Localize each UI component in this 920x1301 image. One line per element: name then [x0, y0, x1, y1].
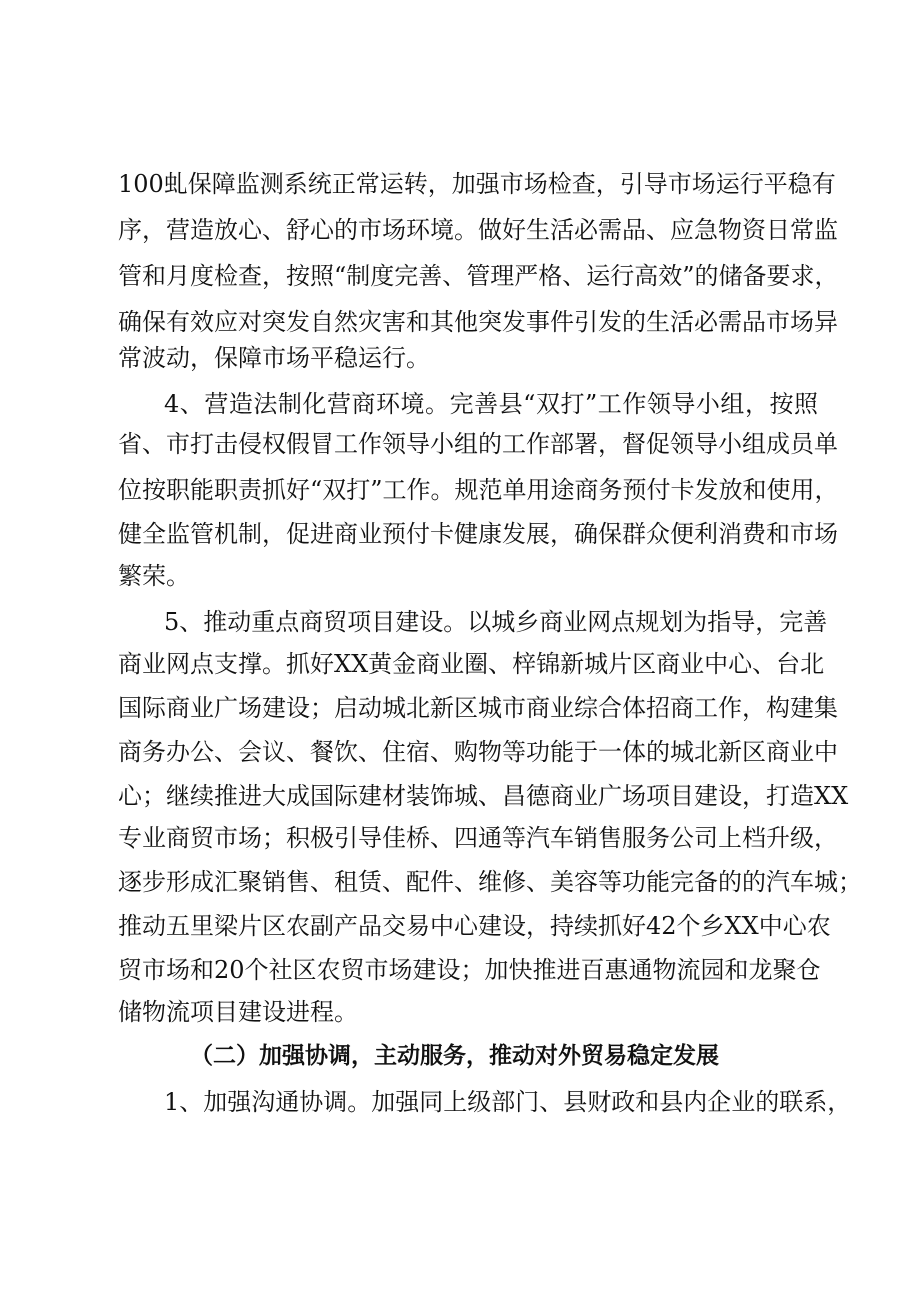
paragraph-3-line-10: 储物流项目建设进程。: [118, 998, 358, 1026]
paragraph-2-line-1: 4、营造法制化营商环境。完善县“双打”工作领导小组，按照: [164, 390, 818, 418]
paragraph-3-line-3: 国际商业广场建设；启动城北新区城市商业综合体招商工作，构建集: [118, 694, 838, 722]
paragraph-1-line-4: 确保有效应对突发自然灾害和其他突发事件引发的生活必需品市场异: [118, 308, 838, 336]
paragraph-3-line-8: 推动五里梁片区农副产品交易中心建设，持续抓好42个乡XX中心农: [118, 912, 831, 940]
paragraph-3-line-5: 心；继续推进大成国际建材装饰城、昌德商业广场项目建设，打造XX: [118, 782, 849, 810]
paragraph-1-line-3: 管和月度检查，按照“制度完善、管理严格、运行高效”的储备要求，: [118, 262, 839, 290]
paragraph-2-line-4: 健全监管机制，促进商业预付卡健康发展，确保群众便利消费和市场: [118, 520, 838, 548]
paragraph-3-line-4: 商务办公、会议、餐饮、住宿、购物等功能于一体的城北新区商业中: [118, 738, 838, 766]
paragraph-3-line-1: 5、推动重点商贸项目建设。以城乡商业网点规划为指导，完善: [164, 608, 828, 636]
section-heading: （二）加强协调，主动服务，推动对外贸易稳定发展: [190, 1043, 719, 1069]
paragraph-3-line-9: 贸市场和20个社区农贸市场建设；加快推进百惠通物流园和龙聚仓: [118, 956, 821, 984]
paragraph-3-line-7: 逐步形成汇聚销售、租赁、配件、维修、美容等功能完备的的汽车城；: [118, 868, 862, 896]
paragraph-1-line-1: 100虬保障监测系统正常运转，加强市场检查，引导市场运行平稳有: [118, 170, 836, 198]
paragraph-3-line-6: 专业商贸市场；积极引导佳桥、四通等汽车销售服务公司上档升级，: [118, 824, 838, 852]
paragraph-1-line-5: 常波动，保障市场平稳运行。: [118, 344, 430, 372]
paragraph-1-line-2: 序，营造放心、舒心的市场环境。做好生活必需品、应急物资日常监: [118, 216, 838, 244]
paragraph-3-line-2: 商业网点支撑。抓好XX黄金商业圈、梓锦新城片区商业中心、台北: [118, 650, 825, 678]
paragraph-2-line-3: 位按职能职责抓好“双打”工作。规范单用途商务预付卡发放和使用，: [118, 476, 839, 504]
paragraph-2-line-5: 繁荣。: [118, 562, 190, 590]
final-paragraph-line-1: 1、加强沟通协调。加强同上级部门、县财政和县内企业的联系，: [164, 1088, 852, 1116]
paragraph-2-line-2: 省、市打击侵权假冒工作领导小组的工作部署，督促领导小组成员单: [118, 430, 838, 458]
